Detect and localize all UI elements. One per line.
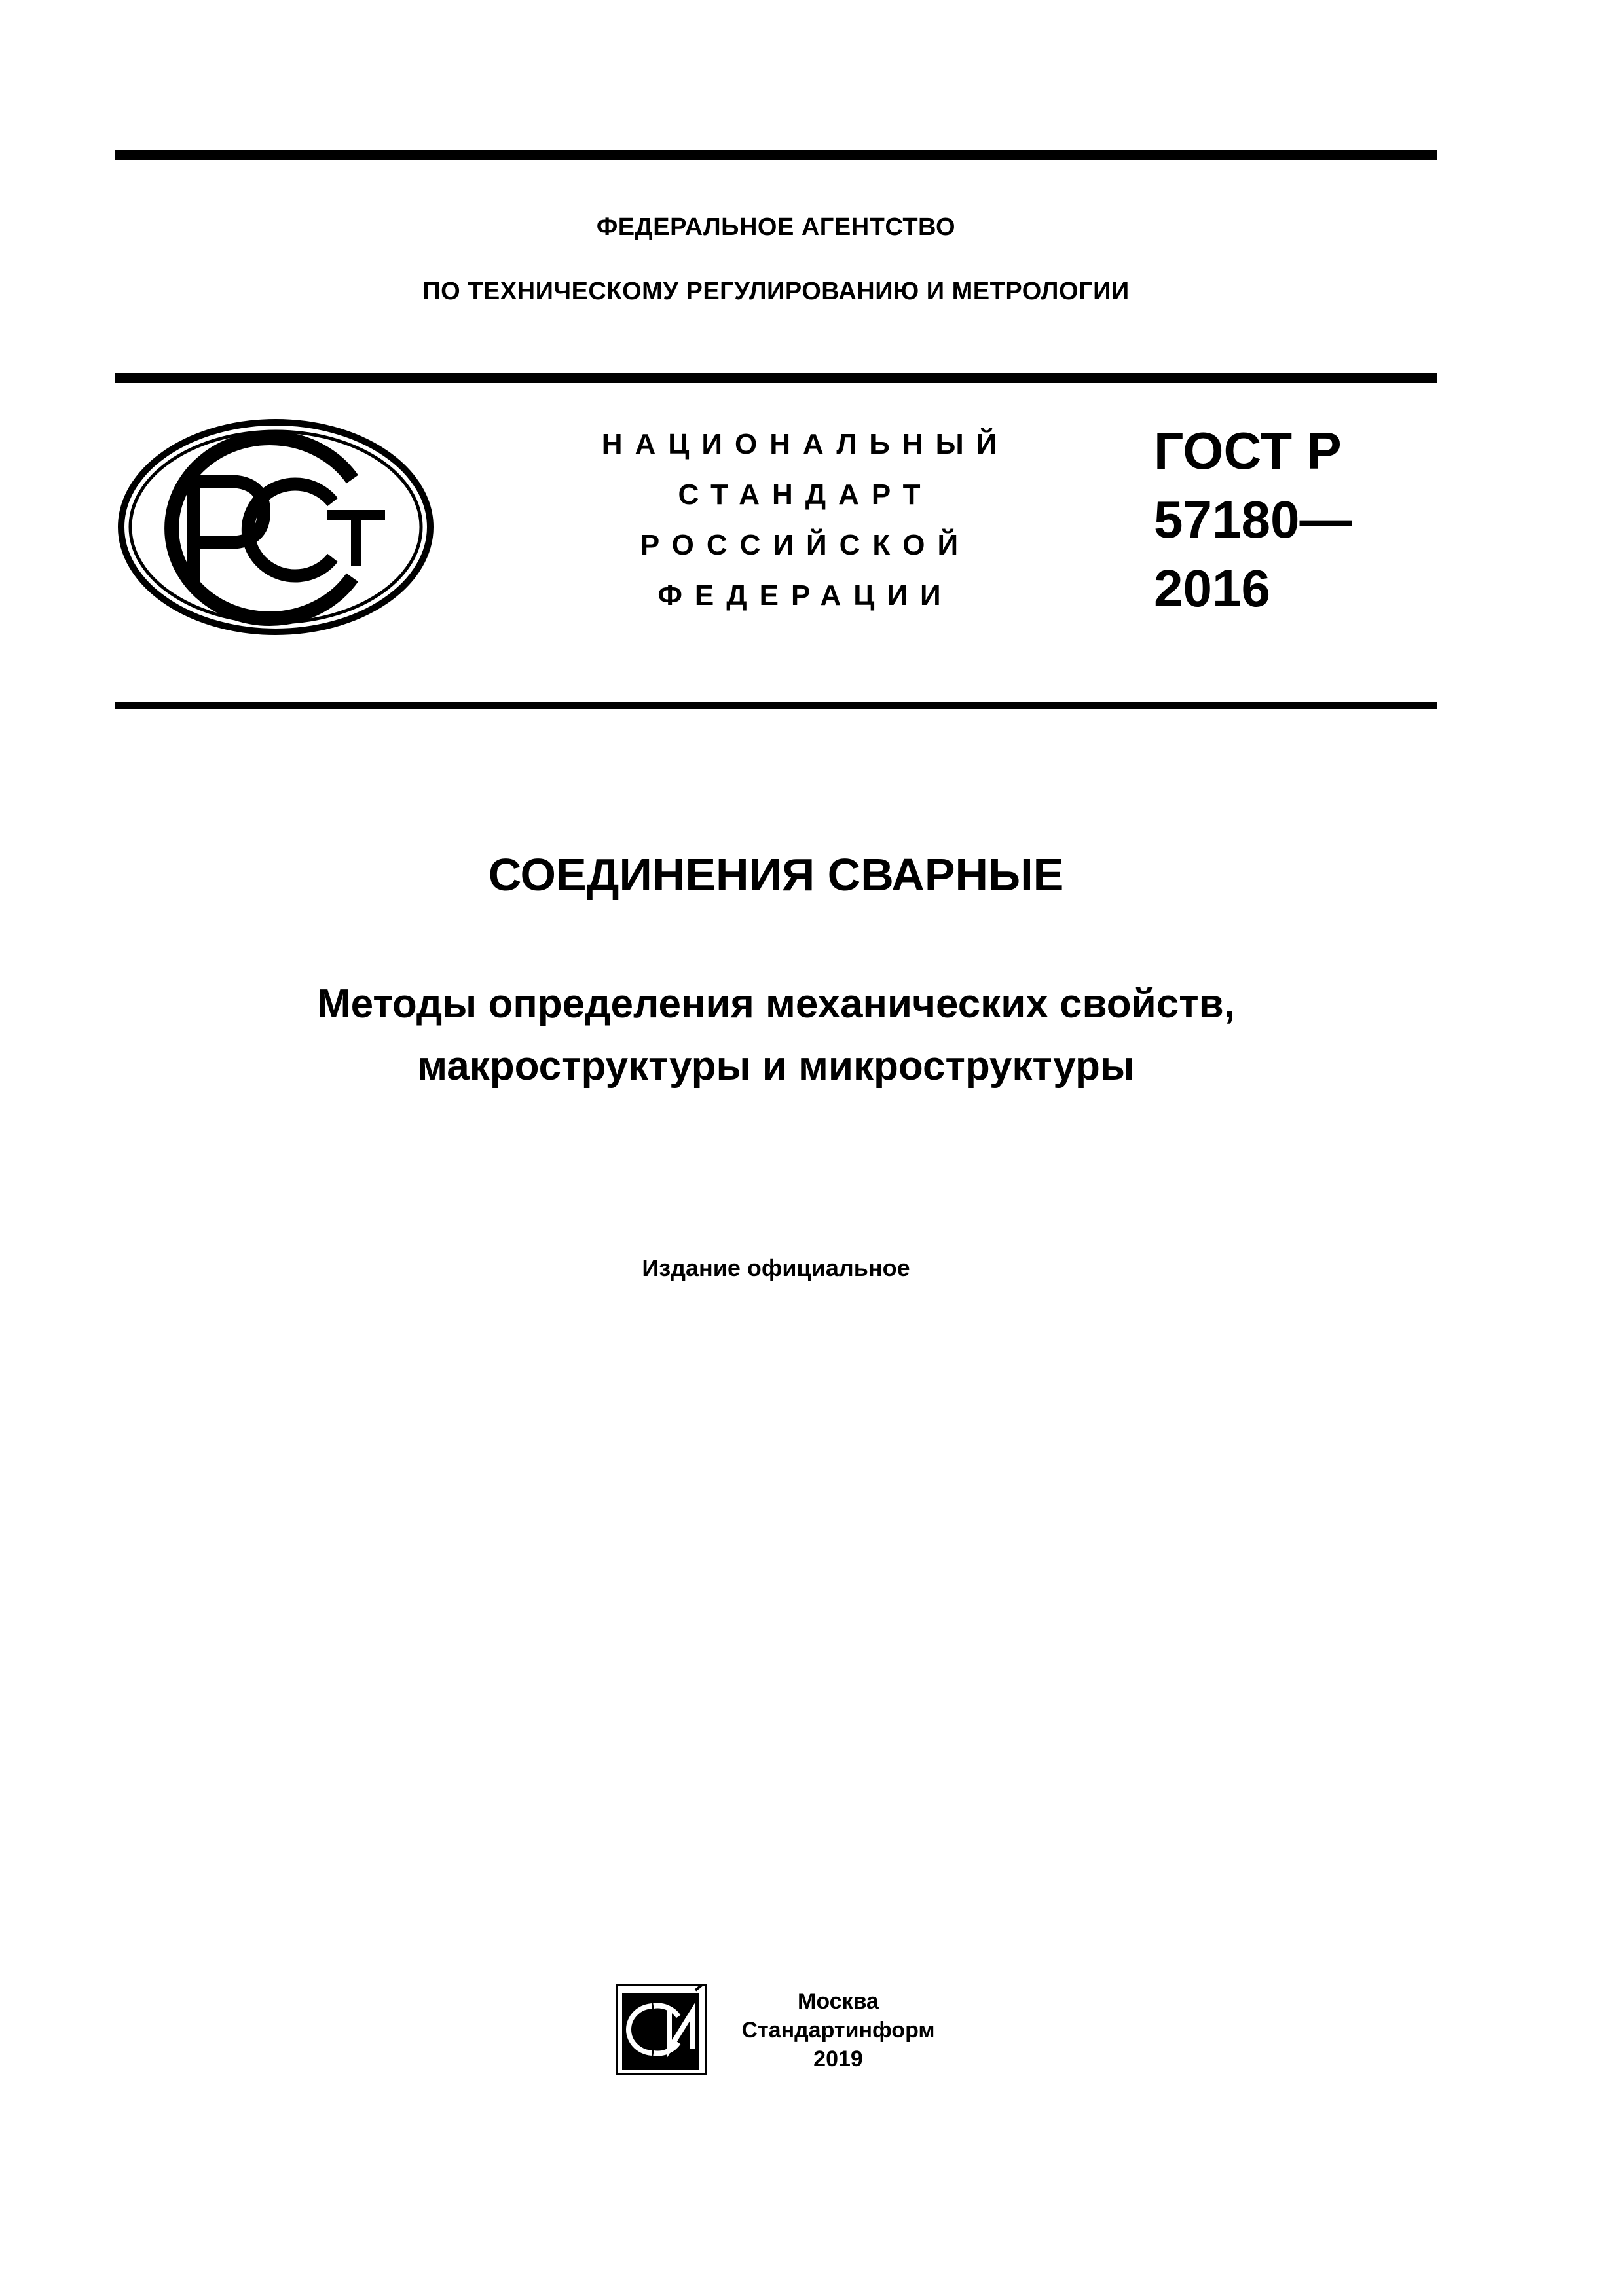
designation-line-3: 2016 (1154, 559, 1270, 617)
agency-name-line-1: ФЕДЕРАЛЬНОЕ АГЕНТСТВО (596, 213, 956, 241)
edition-label: Издание официальное (642, 1254, 910, 1281)
subtitle-line-2: макроструктуры и микроструктуры (417, 1044, 1135, 1089)
rst-seal-logo (117, 417, 435, 637)
publisher-logo (616, 1984, 707, 2075)
national-line-3: РОССИЙСКОЙ (640, 529, 971, 561)
designation-line-2: 57180— (1154, 490, 1352, 549)
imprint-year: 2019 (813, 2047, 863, 2071)
national-standard-label (576, 419, 1035, 621)
subtitle-line-1: Методы определения механических свойств, (317, 981, 1235, 1027)
imprint (720, 1987, 956, 2073)
national-line-2: СТАНДАРТ (678, 479, 933, 511)
national-line-1: НАЦИОНАЛЬНЫЙ (601, 428, 1010, 460)
header-rule (115, 373, 1437, 383)
imprint-publisher: Стандартинформ (741, 2018, 935, 2043)
top-rule (115, 150, 1437, 160)
standard-block-rule (115, 702, 1437, 709)
national-line-4: ФЕДЕРАЦИИ (657, 579, 953, 611)
agency-name-line-2: ПО ТЕХНИЧЕСКОМУ РЕГУЛИРОВАНИЮ И МЕТРОЛОГИИ (422, 278, 1130, 305)
document-title: СОЕДИНЕНИЯ СВАРНЫЕ (488, 849, 1064, 900)
document-subtitle (0, 973, 1552, 1097)
standard-designation (1154, 416, 1352, 623)
imprint-city: Москва (798, 1989, 879, 2014)
designation-line-1: ГОСТ Р (1154, 422, 1342, 480)
